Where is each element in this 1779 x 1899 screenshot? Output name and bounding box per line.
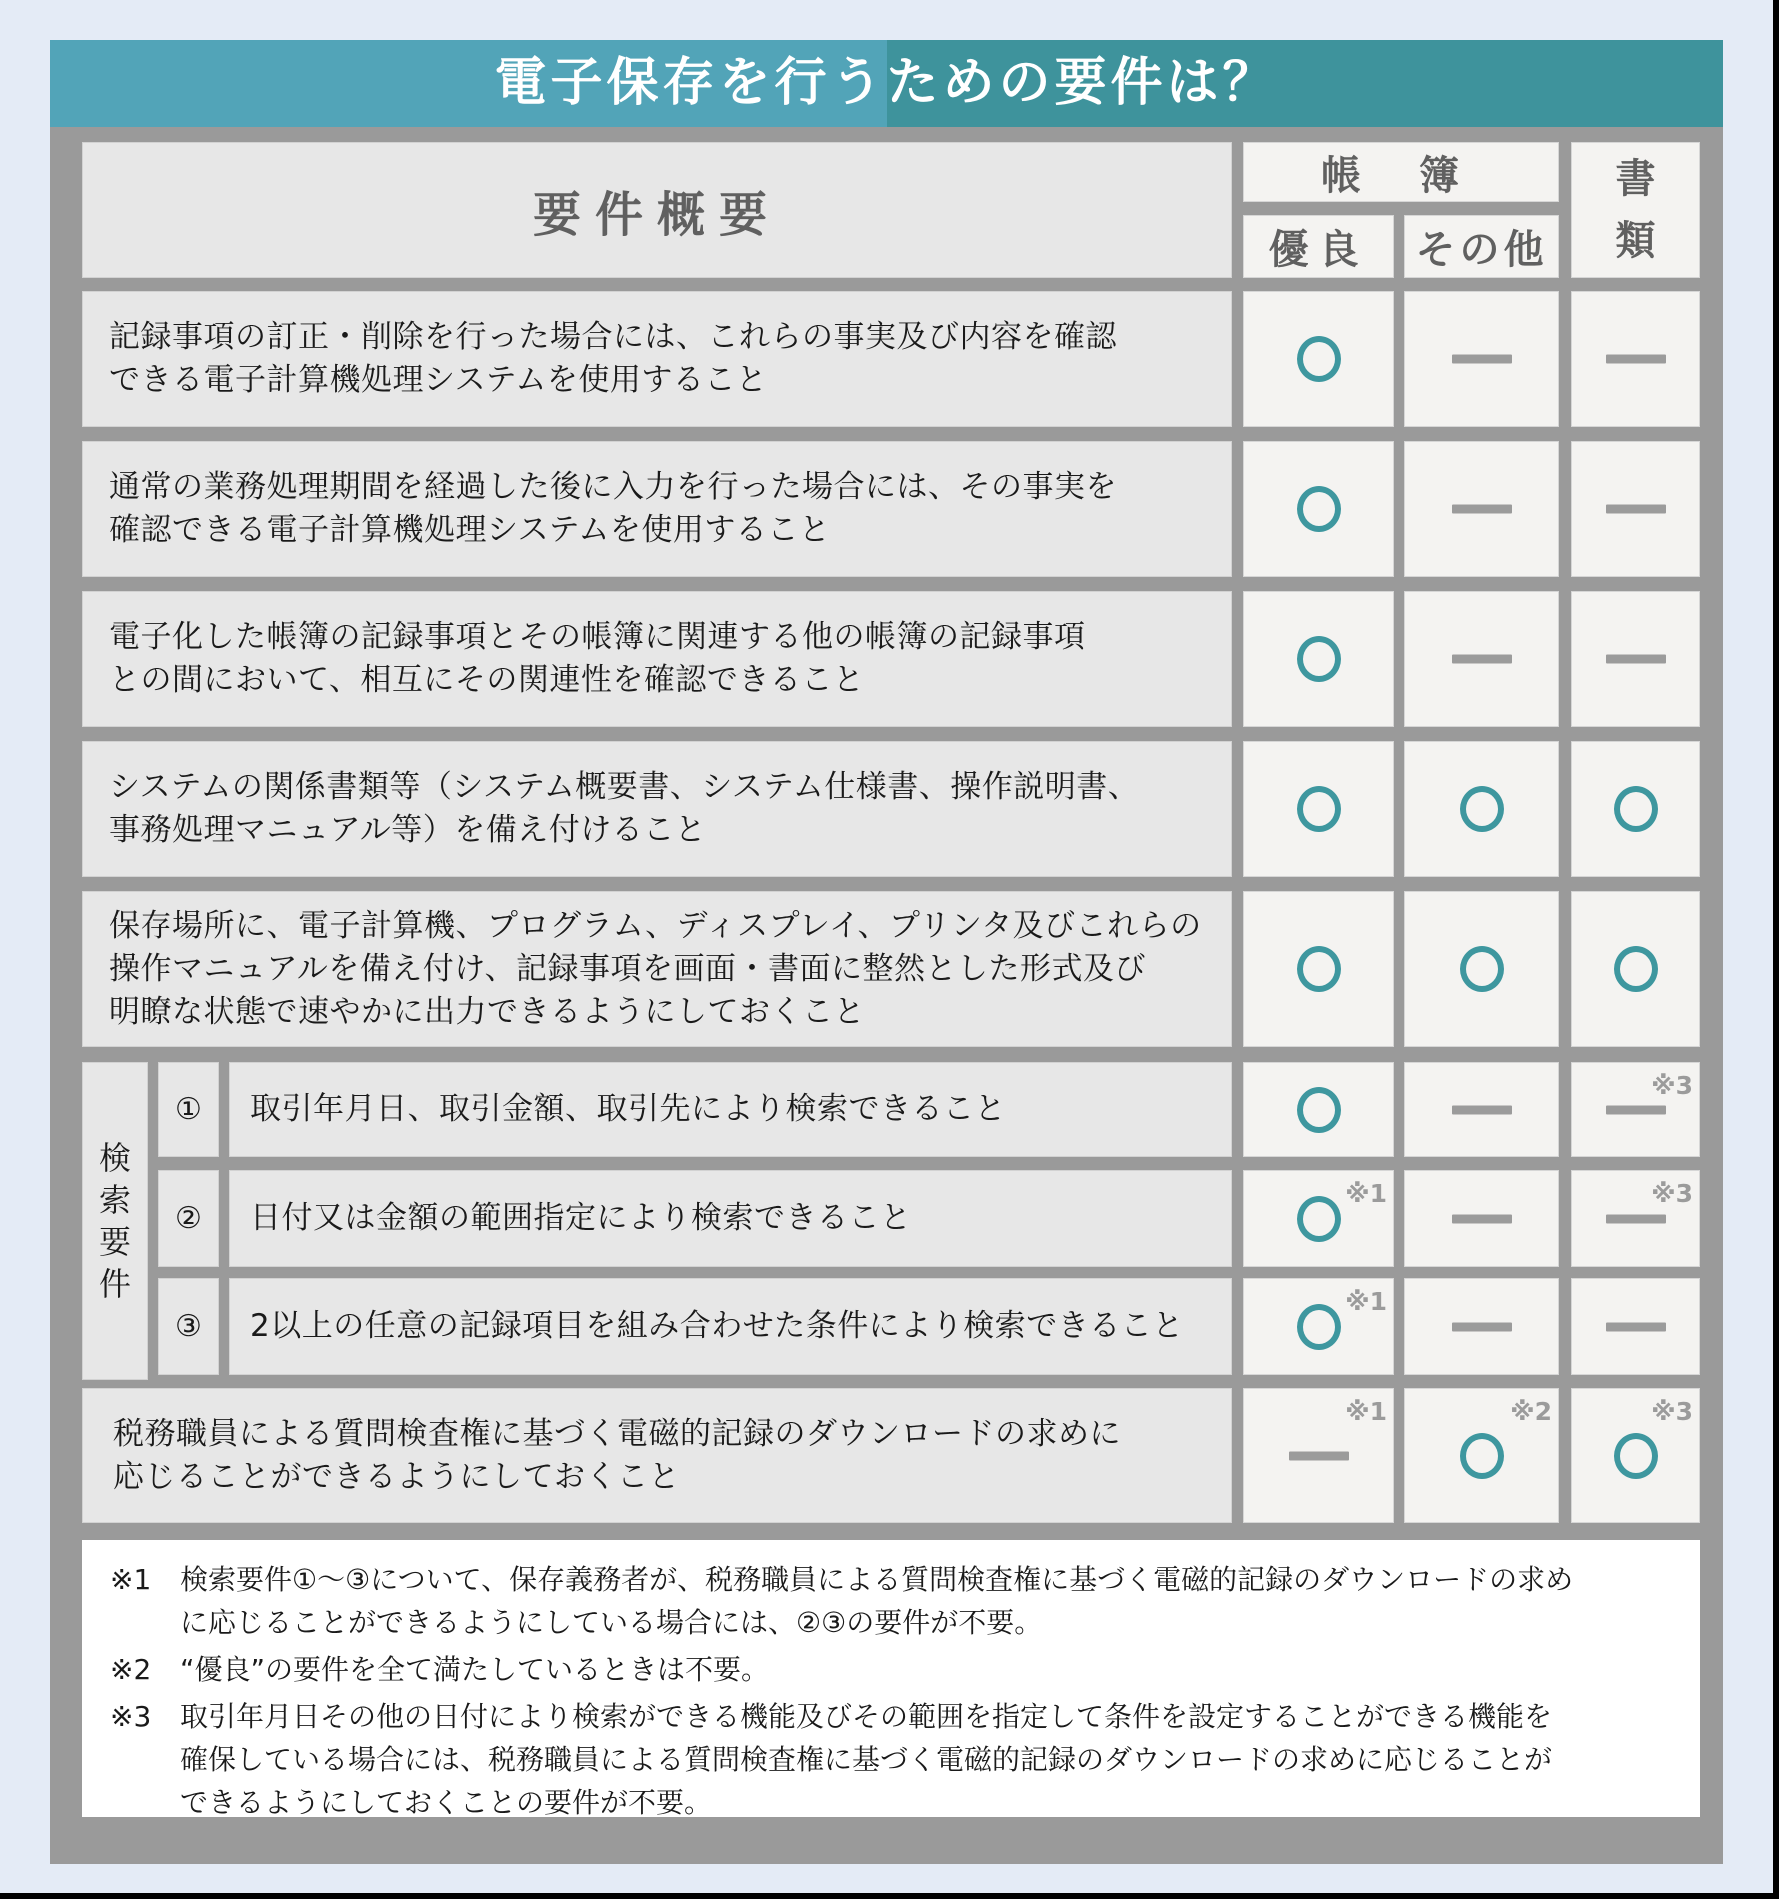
search-label-char: 索 [98,1181,131,1219]
mark-cell-excellent [1243,1170,1394,1267]
dash-not-required-icon [1452,1105,1512,1114]
search-label-char: 検 [98,1139,131,1177]
footnote-reference: ※3 [1651,1071,1693,1100]
dash-not-required-icon [1606,1322,1666,1331]
dash-not-required-icon [1452,355,1512,364]
footnote-3 [110,1695,1552,1824]
footnote-reference: ※2 [1510,1397,1552,1426]
requirement-text-line: との間において、相互にその関連性を確認できること [109,662,865,698]
dash-not-required-icon [1452,655,1512,664]
circle-required-icon [1297,1196,1341,1242]
dash-not-required-icon [1452,1322,1512,1331]
footnotes-panel [82,1540,1700,1817]
header-other-label: その他 [1415,227,1548,273]
requirement-row-4 [82,741,1232,877]
page-title: 電子保存を行うための要件は？ [494,53,1279,113]
footnote-1 [110,1558,1573,1644]
mark-cell-documents [1571,441,1700,577]
requirement-row-1 [82,291,1232,427]
requirement-text-line: できる電子計算機処理システムを使用すること [109,362,768,398]
footnote-reference: ※3 [1651,1179,1693,1208]
requirement-text-line: 電子化した帳簿の記録事項とその帳簿に関連する他の帳簿の記録事項 [109,619,1086,655]
header-summary-label: 要件概要 [532,186,781,243]
search-item-number: ③ [158,1278,219,1375]
mark-cell-excellent [1243,1278,1394,1375]
search-requirement-3 [229,1278,1232,1375]
circle-required-icon [1297,336,1341,382]
circle-required-icon [1460,946,1504,992]
requirement-text-line: 事務処理マニュアル等）を備え付けること [109,812,707,848]
requirement-text-line: 通常の業務処理期間を経過した後に入力を行った場合には、その事実を [109,469,1117,505]
footnote-mark: ※2 [110,1653,152,1686]
search-label-char: 件 [98,1265,131,1303]
circle-required-icon [1297,486,1341,532]
mark-cell-documents [1571,1062,1700,1157]
search-label-char: 要 [98,1223,131,1261]
search-item-number: ② [158,1170,219,1267]
requirement-row-5 [82,891,1232,1047]
header-documents [1571,142,1700,278]
mark-cell-excellent [1243,591,1394,727]
mark-cell-other [1404,741,1559,877]
dash-not-required-icon [1606,355,1666,364]
mark-cell-documents [1571,291,1700,427]
requirement-text-line: 操作マニュアルを備え付け、記録事項を画面・書面に整然とした形式及び [109,950,1147,987]
dash-not-required-icon [1452,505,1512,514]
footnote-2 [110,1648,769,1691]
circle-required-icon [1297,1304,1341,1350]
header-excellent-label: 優良 [1268,227,1369,273]
mark-cell-other [1404,1062,1559,1157]
footnote-text: 取引年月日その他の日付により検索ができる機能及びその範囲を指定して条件を設定することができる機能を [180,1700,1553,1733]
dash-not-required-icon [1606,505,1666,514]
circle-required-icon [1297,1087,1341,1133]
header-books-other [1404,215,1559,278]
requirement-row-download [82,1388,1232,1523]
mark-cell-excellent [1243,741,1394,877]
mark-cell-other [1404,1170,1559,1267]
mark-cell-excellent [1243,441,1394,577]
mark-cell-excellent [1243,291,1394,427]
search-requirement-1 [229,1062,1232,1157]
requirement-row-3 [82,591,1232,727]
mark-cell-documents [1571,1278,1700,1375]
requirement-text-line: 記録事項の訂正・削除を行った場合には、これらの事実及び内容を確認 [109,319,1117,355]
footnote-text: 確保している場合には、税務職員による質問検査権に基づく電磁的記録のダウンロードの求めに応じることが [180,1743,1553,1776]
circle-required-icon [1297,636,1341,682]
requirement-text-line: 保存場所に、電子計算機、プログラム、ディスプレイ、プリンタ及びこれらの [109,907,1202,944]
title-bar [50,40,1723,127]
requirement-text-line: システムの関係書類等（システム概要書、システム仕様書、操作説明書、 [109,769,1140,805]
dash-not-required-icon [1606,1105,1666,1114]
header-books-excellent [1243,215,1394,278]
mark-cell-excellent [1243,891,1394,1047]
mark-cell-other [1404,891,1559,1047]
circle-required-icon [1460,1433,1504,1479]
footnote-mark: ※3 [110,1700,152,1733]
circle-required-icon [1297,786,1341,832]
footnote-mark: ※1 [110,1563,152,1596]
requirement-text-line: 日付又は金額の範囲指定により検索できること [250,1200,912,1236]
requirement-text-line: 取引年月日、取引金額、取引先により検索できること [250,1091,1006,1127]
footnote-text: 検索要件①～③について、保存義務者が、税務職員による質問検査権に基づく電磁的記録のダウンロードの求め [180,1563,1574,1596]
mark-cell-documents [1571,1170,1700,1267]
mark-cell-documents [1571,591,1700,727]
footnote-reference: ※1 [1345,1179,1387,1208]
dash-not-required-icon [1606,1214,1666,1223]
header-documents-char-1: 書 [1615,156,1656,202]
mark-cell-documents [1571,741,1700,877]
footnote-reference: ※1 [1345,1287,1387,1316]
footnote-reference: ※1 [1345,1397,1387,1426]
mark-cell-other [1404,591,1559,727]
footnote-text: できるようにしておくことの要件が不要。 [180,1786,713,1819]
dash-not-required-icon [1289,1451,1349,1460]
footnote-reference: ※3 [1651,1397,1693,1426]
circle-required-icon [1614,786,1658,832]
circle-required-icon [1460,786,1504,832]
requirement-row-2 [82,441,1232,577]
mark-cell-excellent [1243,1062,1394,1157]
header-books [1243,142,1559,202]
mark-cell-other [1404,1388,1559,1523]
dash-not-required-icon [1606,655,1666,664]
search-item-number: ① [158,1062,219,1157]
header-documents-char-2: 類 [1615,218,1656,264]
circle-required-icon [1614,946,1658,992]
footnote-text: “優良”の要件を全て満たしているときは不要。 [180,1653,770,1686]
circle-required-icon [1297,946,1341,992]
header-books-label: 帳 簿 [1321,152,1481,199]
requirement-text-line: 明瞭な状態で速やかに出力できるようにしておくこと [109,993,865,1030]
search-requirements-label [82,1062,148,1380]
footnote-text: に応じることができるようにしている場合には、②③の要件が不要。 [180,1606,1043,1639]
mark-cell-excellent [1243,1388,1394,1523]
mark-cell-other [1404,291,1559,427]
requirement-text-line: 2以上の任意の記録項目を組み合わせた条件により検索できること [250,1308,1184,1344]
requirement-text-line: 確認できる電子計算機処理システムを使用すること [109,512,831,548]
search-requirement-2 [229,1170,1232,1267]
dash-not-required-icon [1452,1214,1512,1223]
mark-cell-documents [1571,1388,1700,1523]
mark-cell-other [1404,441,1559,577]
header-summary [82,142,1232,278]
requirement-text-line: 応じることができるようにしておくこと [113,1458,680,1495]
mark-cell-other [1404,1278,1559,1375]
requirement-text-line: 税務職員による質問検査権に基づく電磁的記録のダウンロードの求めに [113,1415,1121,1452]
mark-cell-documents [1571,891,1700,1047]
circle-required-icon [1614,1433,1658,1479]
